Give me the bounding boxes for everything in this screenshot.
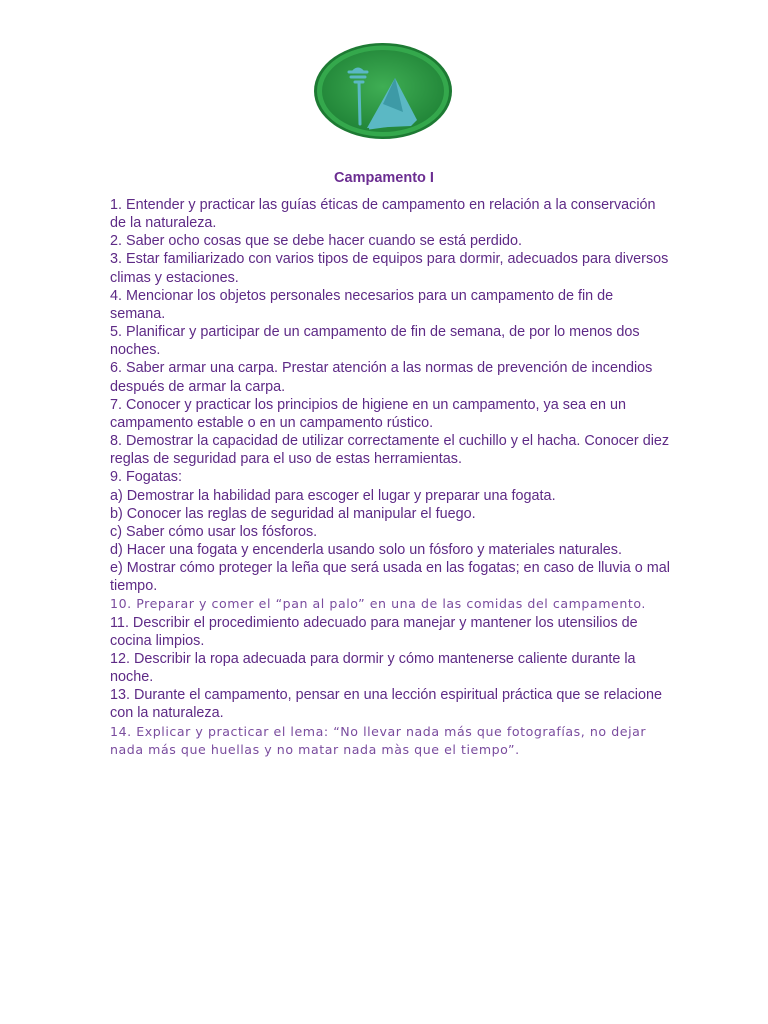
requirement-item: 12. Describir la ropa adecuada para dormir y cómo mantenerse caliente durante la noche. bbox=[110, 650, 636, 686]
requirement-item: 14. Explicar y practicar el lema: “No llevar nada más que fotografías, no dejar nada más que huellas y no matar nada màs que el tiempo”. bbox=[110, 723, 647, 757]
requirement-item: d) Hacer una fogata y encenderla usando solo un fósforo y materiales naturales. bbox=[110, 541, 622, 558]
requirements-list bbox=[110, 196, 670, 759]
requirement-item: 5. Planificar y participar de un campamento de fin de semana, de por lo menos dos noches. bbox=[110, 324, 640, 359]
requirement-item: 10. Preparar y comer el “pan al palo” en una de las comidas del campamento. bbox=[110, 596, 646, 612]
requirement-item: c) Saber cómo usar los fósforos. bbox=[110, 523, 318, 540]
requirement-item: e) Mostrar cómo proteger la leña que será usada en las fogatas; en caso de lluvia o mal tiempo. bbox=[110, 560, 670, 595]
requirement-item: 3. Estar familiarizado con varios tipos de equipos para dormir, adecuados para diversos climas y estaciones. bbox=[110, 251, 669, 286]
requirement-item: 9. Fogatas: bbox=[110, 469, 182, 486]
requirement-item: 13. Durante el campamento, pensar en una lección espiritual práctica que se relacione con la naturaleza. bbox=[110, 687, 662, 722]
requirement-item: 8. Demostrar la capacidad de utilizar correctamente el cuchillo y el hacha. Conocer diez reglas de seguridad para el uso de estas herramientas. bbox=[110, 433, 670, 468]
requirement-item: 4. Mencionar los objetos personales necesarios para un campamento de fin de semana. bbox=[110, 287, 614, 322]
requirement-item: 6. Saber armar una carpa. Prestar atención a las normas de prevención de incendios después de armar la carpa. bbox=[110, 360, 653, 395]
requirement-item: 1. Entender y practicar las guías éticas de campamento en relación a la conservación de la naturaleza. bbox=[110, 197, 656, 232]
requirement-item: a) Demostrar la habilidad para escoger el lugar y preparar una fogata. bbox=[110, 487, 556, 504]
page-title: Campamento I bbox=[334, 170, 434, 186]
requirement-item: 7. Conocer y practicar los principios de higiene en un campamento, ya sea en un campamento estable o en un campamento rústico. bbox=[110, 396, 626, 431]
requirement-item: 2. Saber ocho cosas que se debe hacer cuando se está perdido. bbox=[110, 233, 523, 250]
requirement-item: 11. Describir el procedimiento adecuado para manejar y mantener los utensilios de cocina limpios. bbox=[110, 614, 638, 649]
requirement-item: b) Conocer las reglas de seguridad al manipular el fuego. bbox=[110, 505, 476, 522]
camping-honor-badge-icon bbox=[313, 42, 453, 140]
